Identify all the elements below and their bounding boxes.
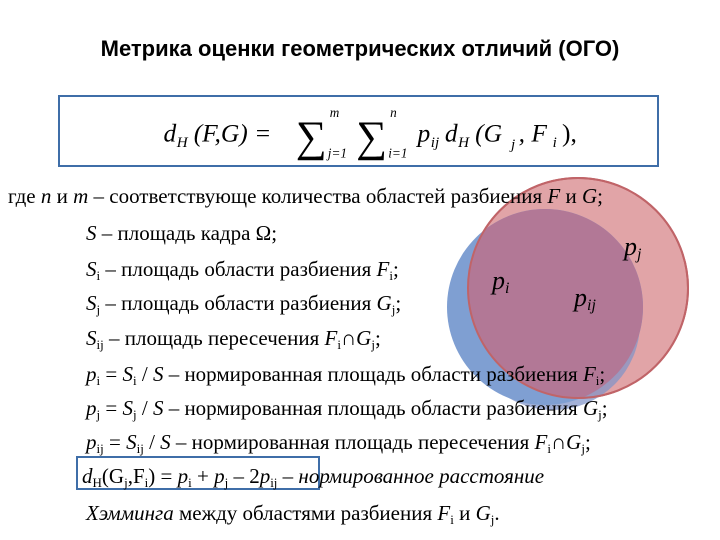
formula-d: d	[163, 118, 177, 148]
line-frame-area: S – площадь кадра Ω;	[86, 221, 278, 245]
sum1-top: m	[329, 104, 340, 120]
formula-open: (G	[475, 118, 503, 148]
line-hamming-cont: Хэмминга между областями разбиения $F_i$ и $G_j$.	[86, 501, 500, 527]
line-si: $S_i$ – площадь области разбиения $F_i$;	[86, 257, 399, 283]
line-sj: $S_j$ – площадь области разбиения $G_j$;	[86, 291, 402, 317]
page-title: Метрика оценки геометрических отличий (ОГО)	[100, 36, 620, 61]
formula-args: (F,G) =	[193, 118, 272, 148]
line-sij: $S_{ij}$ – площадь пересечения $F_i\cap G_j$;	[86, 326, 381, 352]
sum2-bottom: i=1	[388, 145, 408, 161]
label-pi: $p_i$	[492, 266, 510, 297]
formula-close: ),	[562, 118, 577, 148]
formula-dh-sub: H	[458, 135, 470, 152]
line-pij: $p_{ij} = S_{ij} / S$ – нормированная площадь пересечения $F_i\cap G_j$;	[86, 430, 591, 456]
formula-mid: , F	[518, 118, 547, 148]
formula-f-sub: i	[552, 135, 557, 152]
label-pj: $p_j$	[624, 232, 642, 263]
line-hamming: $d_H(G_j,F_i) = p_i + p_j - 2p_{ij}$ – нормированное расстояние	[82, 464, 545, 490]
sum-sign-2: ∑	[356, 112, 388, 161]
line-where: где n и m – соответствующе количества областей разбиения F и G;	[8, 184, 603, 208]
formula-p: p	[417, 118, 431, 148]
label-pij: $p_{ij}$	[574, 283, 596, 314]
formula-d-sub: H	[176, 135, 188, 152]
formula-dh: d	[444, 118, 458, 148]
formula-g-sub: j	[511, 136, 516, 153]
line-pj: $p_j = S_j / S$ – нормированная площадь области разбиения $G_j$;	[86, 396, 608, 422]
sum-sign-1: ∑	[295, 112, 327, 161]
sum2-top: n	[390, 104, 397, 120]
formula-p-sub: ij	[430, 135, 440, 152]
sum1-bottom: j=1	[327, 145, 348, 161]
line-pi: $p_i = S_i / S$ – нормированная площадь области разбиения $F_i$;	[86, 362, 606, 388]
